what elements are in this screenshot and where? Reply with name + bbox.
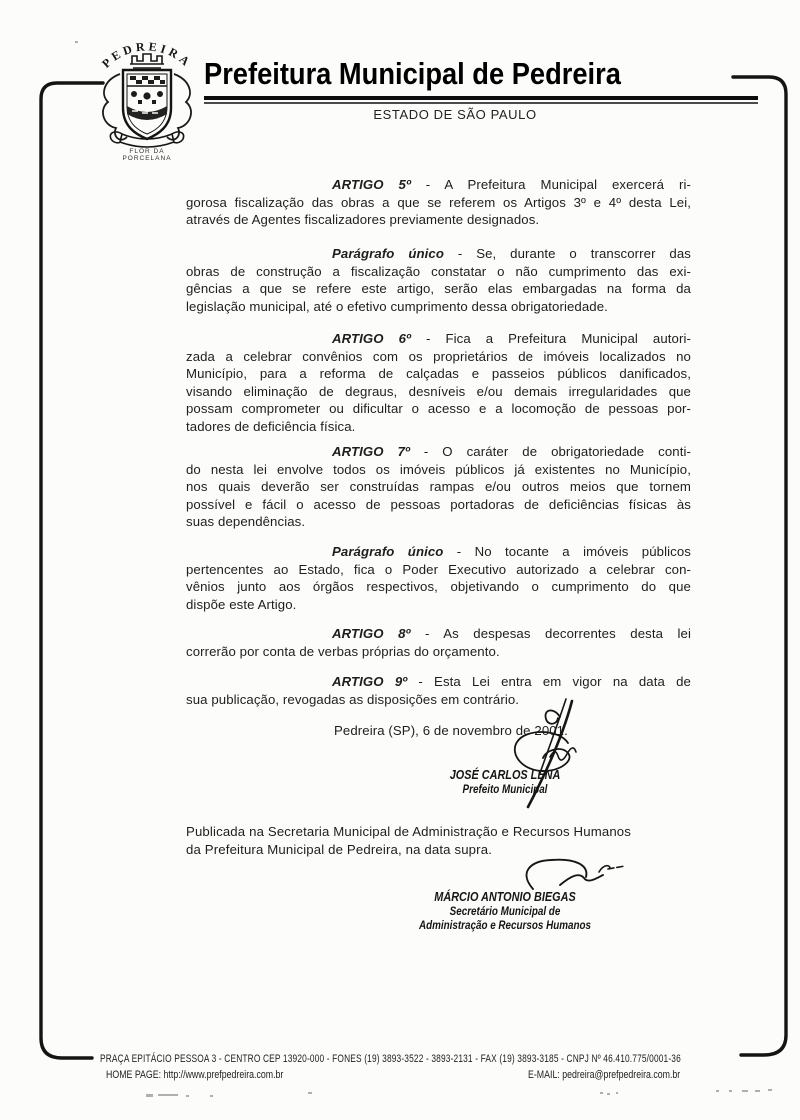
logo-motto-line2: PORCELANA bbox=[122, 155, 172, 160]
frame-left-rule bbox=[41, 83, 103, 1058]
text-run: - Se, durante o transcorrer das bbox=[444, 246, 691, 261]
text-line: dispõe este Artigo. bbox=[186, 596, 297, 612]
text-line: do nesta lei envolve todos os imóveis públicos já existentes no Município, bbox=[186, 461, 691, 477]
text-line bbox=[186, 543, 691, 561]
article-label: Parágrafo único bbox=[332, 246, 444, 261]
scan-speck bbox=[600, 1092, 603, 1094]
scan-speck bbox=[768, 1089, 772, 1091]
secretary-signature-block bbox=[382, 889, 629, 932]
text-line: gências a que se refere este artigo, serão elas embargadas na forma da bbox=[186, 281, 691, 296]
scan-speck bbox=[755, 1090, 760, 1092]
text-run: - A Prefeitura Municipal exercerá ri- bbox=[410, 177, 691, 192]
text-line bbox=[186, 673, 691, 691]
paragraph-artigo-7 bbox=[186, 443, 691, 531]
scan-speck bbox=[716, 1090, 719, 1092]
text-run: - Esta Lei entra em vigor na data de bbox=[407, 674, 691, 689]
text-line: pertencentes ao Estado, fica o Poder Executivo autorizado a celebrar con- bbox=[186, 561, 691, 577]
text-line: legislação municipal, até o efetivo cumprimento dessa obrigatoriedade. bbox=[186, 298, 608, 314]
scan-speck bbox=[616, 1092, 618, 1094]
scan-speck bbox=[146, 1094, 153, 1097]
text-line bbox=[186, 245, 691, 263]
scan-speck bbox=[308, 1092, 312, 1094]
mayor-signature-scribble bbox=[480, 695, 620, 815]
text-line: vênios junto aos órgãos respectivos, objetivando o cumprimento do que bbox=[186, 579, 691, 594]
text-run: - No tocante a imóveis públicos bbox=[443, 544, 691, 559]
article-label: ARTIGO 6º bbox=[332, 331, 411, 346]
shield-icon bbox=[123, 70, 171, 139]
scan-speck bbox=[729, 1090, 732, 1092]
text-line: possível e fácil o acesso de pessoas portadoras de deficiências físicas às bbox=[186, 496, 691, 512]
text-line: nos quais deverão ser construídas rampas e/ou outros meios que tornem bbox=[186, 479, 691, 494]
text-line: possam comprometer ou dificultar o acesso e a locomoção de pessoas por- bbox=[186, 401, 691, 416]
text-line: tadores de deficiência física. bbox=[186, 418, 356, 434]
text-line bbox=[186, 176, 691, 194]
mayor-signature-block bbox=[395, 767, 616, 797]
text-line: zada a celebrar convênios com os proprietários de imóveis localizados no bbox=[186, 348, 691, 364]
text-line: Publicada na Secretaria Municipal de Administração e Recursos Humanos bbox=[186, 824, 632, 839]
scan-speck bbox=[607, 1093, 610, 1095]
text-line bbox=[186, 625, 691, 643]
paragraph-paragrafo-unico-1 bbox=[186, 245, 691, 315]
text-line: Município, para a reforma de calçadas e passeios públicos danificados, bbox=[186, 366, 691, 381]
frame-right-rule bbox=[733, 77, 786, 1055]
text-line: obras de construção a fiscalização constatar o não cumprimento das exi- bbox=[186, 263, 691, 279]
secretary-role-line2: Administração e Recursos Humanos bbox=[419, 918, 591, 932]
text-line: correrão por conta de verbas próprias do orçamento. bbox=[186, 643, 500, 659]
text-line bbox=[186, 443, 691, 461]
header-rule-thin bbox=[204, 102, 758, 104]
mayor-name: JOSÉ CARLOS LENA bbox=[449, 767, 561, 782]
header-subtitle: ESTADO DE SÃO PAULO bbox=[373, 107, 537, 122]
article-label: ARTIGO 5º bbox=[332, 177, 411, 192]
paragraph-artigo-5 bbox=[186, 176, 691, 229]
text-line: suas dependências. bbox=[186, 514, 306, 529]
paragraph-artigo-8 bbox=[186, 625, 691, 660]
secretary-name: MÁRCIO ANTONIO BIEGAS bbox=[434, 889, 576, 904]
mayor-role: Prefeito Municipal bbox=[462, 783, 548, 796]
logo-arc-text: PEDREIRA bbox=[99, 39, 195, 71]
crown-icon bbox=[130, 54, 164, 68]
logo-motto-line1: FLOR DA bbox=[129, 148, 165, 155]
coat-of-arms-logo bbox=[86, 34, 208, 160]
scan-speck bbox=[210, 1095, 213, 1097]
footer-homepage: HOME PAGE: http://www.prefpedreira.com.br bbox=[106, 1069, 284, 1081]
page-title: Prefeitura Municipal de Pedreira bbox=[204, 56, 621, 91]
header-rule-thick bbox=[204, 96, 758, 100]
scan-speck bbox=[158, 1094, 178, 1096]
article-label: ARTIGO 7º bbox=[332, 444, 410, 459]
text-line: da Prefeitura Municipal de Pedreira, na data supra. bbox=[186, 841, 493, 857]
text-line bbox=[186, 330, 691, 348]
paragraph-paragrafo-unico-2 bbox=[186, 543, 691, 613]
paragraph-artigo-6 bbox=[186, 330, 691, 435]
article-label: ARTIGO 8º bbox=[332, 626, 411, 641]
text-line: através de Agentes fiscalizadores previamente designados. bbox=[186, 212, 540, 227]
scan-speck bbox=[75, 41, 78, 43]
publication-note bbox=[186, 823, 696, 858]
footer-address-line: PRAÇA EPITÁCIO PESSOA 3 - CENTRO CEP 13920-000 - FONES (19) 3893-3522 - 3893-2131 - FAX (19) 3893-3185 - CNPJ Nº 46.410.775/0001-36 bbox=[100, 1053, 681, 1065]
text-run: - As despesas decorrentes desta lei bbox=[410, 626, 691, 641]
dateline: Pedreira (SP), 6 de novembro de 2001. bbox=[334, 723, 568, 738]
text-line: sua publicação, revogadas as disposições em contrário. bbox=[186, 691, 520, 707]
scan-speck bbox=[742, 1090, 748, 1092]
text-run: - O caráter de obrigatoriedade conti- bbox=[409, 444, 691, 459]
secretary-role-line1: Secretário Municipal de bbox=[449, 905, 561, 918]
text-run: - Fica a Prefeitura Municipal autori- bbox=[410, 331, 691, 346]
article-label: Parágrafo único bbox=[332, 544, 444, 559]
text-line: visando eliminação de degraus, desníveis e/ou demais irregularidades que bbox=[186, 383, 691, 399]
scan-speck bbox=[186, 1095, 189, 1097]
footer-email: E-MAIL: pedreira@prefpedreira.com.br bbox=[528, 1069, 681, 1081]
article-label: ARTIGO 9º bbox=[332, 674, 408, 689]
text-line: gorosa fiscalização das obras a que se referem os Artigos 3º e 4º desta Lei, bbox=[186, 194, 691, 210]
